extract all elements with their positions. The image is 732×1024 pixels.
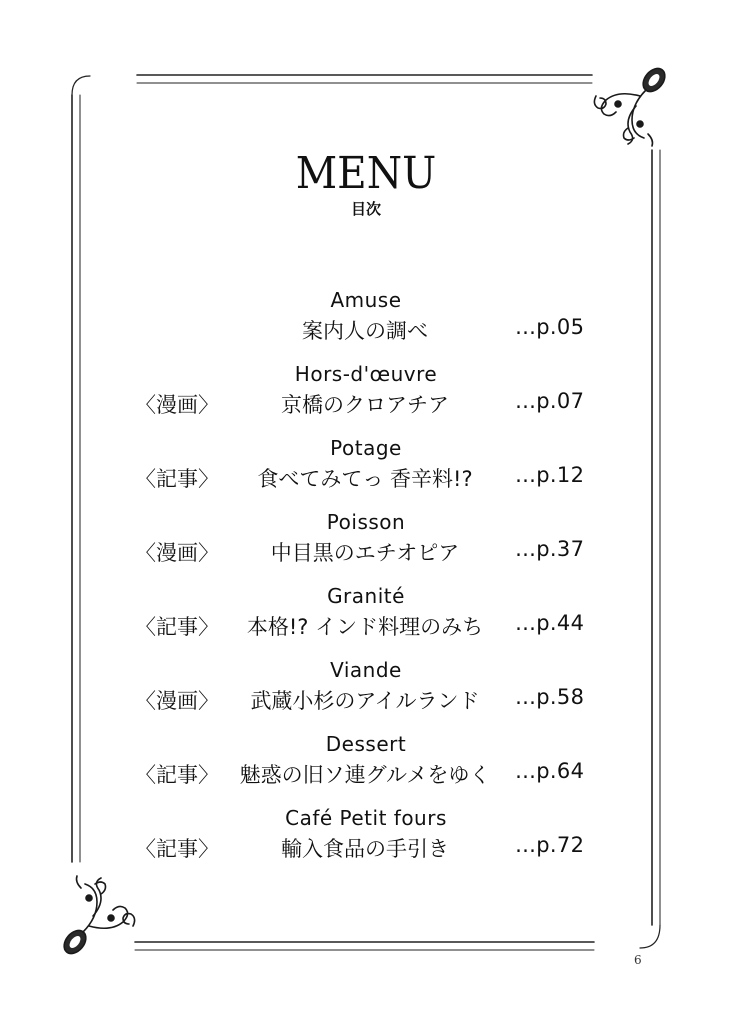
floral-ornament-top-right-icon (588, 60, 672, 152)
course-name: Amuse (330, 288, 402, 312)
entry-title: 京橋のクロアチア (281, 393, 449, 417)
entry-title: 魅惑の旧ソ連グルメをゆく (239, 763, 491, 787)
menu-entry (0, 362, 732, 424)
entry-page: …p.44 (515, 611, 585, 635)
entry-category: 〈記事〉 (135, 837, 219, 861)
page-number: 6 (634, 953, 642, 967)
menu-entry (0, 436, 732, 498)
entry-page: …p.58 (515, 685, 585, 709)
course-name: Dessert (325, 732, 407, 756)
page-subtitle: 目次 (350, 200, 381, 218)
entry-title: 武蔵小杉のアイルランド (250, 689, 480, 713)
menu-entry (0, 658, 732, 720)
course-name: Hors-d'œuvre (294, 362, 438, 386)
entry-page: …p.72 (515, 833, 585, 857)
menu-entry (0, 510, 732, 572)
page-title: MENU (295, 148, 437, 199)
entry-page: …p.12 (515, 463, 585, 487)
entry-title: 輸入食品の手引き (281, 837, 449, 861)
entry-category: 〈記事〉 (135, 467, 219, 491)
course-name: Potage (330, 436, 402, 460)
entry-page: …p.05 (515, 315, 585, 339)
menu-entry (0, 732, 732, 794)
entry-category: 〈漫画〉 (135, 393, 219, 417)
floral-ornament-bottom-left-icon (54, 870, 144, 962)
menu-entry (0, 584, 732, 646)
entry-category: 〈記事〉 (135, 615, 219, 639)
course-name: Poisson (326, 510, 406, 534)
entry-page: …p.64 (515, 759, 585, 783)
menu-entry (0, 806, 732, 868)
entry-title: 中目黒のエチオピア (270, 541, 460, 565)
menu-entry (0, 288, 732, 350)
course-name: Café Petit fours (285, 806, 447, 830)
entry-category: 〈漫画〉 (135, 541, 219, 565)
course-name: Viande (330, 658, 402, 682)
course-name: Granité (327, 584, 405, 608)
entry-category: 〈漫画〉 (135, 689, 219, 713)
entry-title: 食べてみてっ 香辛料!? (257, 467, 473, 491)
entry-title: 本格!? インド料理のみち (246, 615, 484, 639)
entry-category: 〈記事〉 (135, 763, 219, 787)
entry-title: 案内人の調べ (302, 319, 428, 343)
entry-page: …p.07 (515, 389, 585, 413)
entry-page: …p.37 (515, 537, 585, 561)
